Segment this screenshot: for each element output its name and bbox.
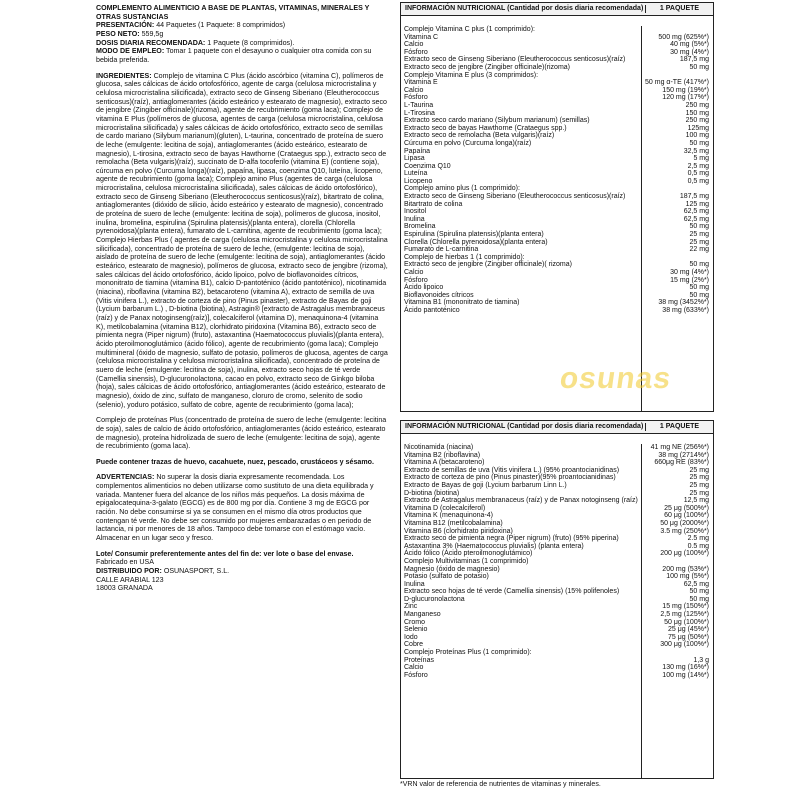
nutrient-amount: 25 mg (689, 238, 709, 246)
nutrient-row (401, 261, 713, 269)
net-weight-value: 559,5g (141, 29, 164, 38)
nutrient-row (401, 72, 713, 80)
nutrient-row (401, 87, 713, 95)
nutrient-row (401, 299, 713, 307)
nutrient-name: Proteínas (404, 656, 434, 664)
nutrient-row (401, 550, 713, 558)
nutrient-row (401, 626, 713, 634)
nutrient-amount: 5 mg (693, 155, 709, 163)
nutrient-name: Cobre (404, 641, 424, 649)
nutrient-amount (641, 72, 713, 80)
usage-value: Tomar 1 paquete con el desayuno o cualquier otra comida con su bebida preferida. (96, 47, 372, 64)
nutrient-amount: 22 mg (689, 246, 709, 254)
nutrient-row (401, 26, 713, 34)
daily-dose-value: 1 Paquete (8 comprimidos). (207, 38, 295, 47)
nutrient-amount: 1,3 g (693, 656, 709, 664)
nutrient-amount: 187,5 mg (679, 193, 709, 201)
nutrient-amount: 3.5 mg (250%*) (660, 527, 709, 535)
nutrient-row (401, 603, 713, 611)
nutrient-amount: 62,5 mg (683, 215, 709, 223)
nutrition-table-1-rows (401, 26, 713, 315)
nutrient-name: Extracto seco de jengibre (Zingiber officinale)(rizoma) (404, 63, 570, 71)
nutrient-name: D-glucuronolactona (404, 595, 465, 603)
nutrient-row (401, 277, 713, 285)
nutrient-name: Calcio (404, 269, 424, 276)
nutrient-amount (641, 185, 713, 193)
nutrient-row (401, 94, 713, 102)
nutrition-table-2 (400, 420, 714, 779)
distributor-label: DISTRIBUIDO POR: (96, 567, 162, 576)
distributor-value: OSUNASPORT, S.L. (163, 567, 230, 576)
nutrient-row (401, 512, 713, 520)
nutrient-amount: 38 mg (2714%*) (658, 451, 709, 459)
usage-label: MODO DE EMPLEO: (96, 47, 165, 56)
nutrient-amount: 200 μg (100%*) (660, 550, 709, 558)
allergen-traces: Puede contener trazas de huevo, cacahuete, nuez, pescado, crustáceos y sésamo. (96, 457, 374, 466)
nutrient-name: Fósforo (404, 671, 428, 679)
nutrient-name: Ácido fólico (Ácido pteroilmonoglutámico) (404, 550, 533, 558)
nutrient-amount: 25 mg (689, 474, 709, 482)
nutrient-name: Fósforo (404, 94, 428, 102)
nutrient-row (401, 193, 713, 201)
nutrient-row (401, 208, 713, 216)
protein-complex-paragraph: Complejo de proteínas Plus (concentrado de proteína de suero de leche (emulgente: lecitina de soja), sales de calcio de ácido ortofosfórico, antiaglomerantes (ácido esteárico, estearato de magnesio), proteína hidrolizada de suero de leche (emulgente: lecitina de soja), agente de recubrimiento (goma laca). (96, 416, 387, 451)
net-weight-line (96, 30, 388, 39)
nutrient-row (401, 41, 713, 49)
nutrient-name: Bitartrato de colina (404, 200, 463, 208)
presentation-label: PRESENTACIÓN: (96, 21, 155, 30)
nutrient-name: Extracto seco de Ginseng Siberiano (Eleutherococcus senticosus)(raíz) (404, 193, 626, 201)
nutrient-amount: 100 mg (14%*) (662, 671, 709, 679)
warnings-label: ADVERTENCIAS: (96, 473, 155, 482)
nutrient-name: Complejo amino plus (1 comprimido): (404, 185, 520, 193)
nutrient-name: Vitamina B6 (clorhidrato piridoxina) (404, 527, 513, 535)
nutrient-amount: 50 mg (689, 139, 709, 147)
nutrient-row (401, 588, 713, 596)
nutrient-name: Extracto seco de jengibre (Zingiber officinale)( rizoma) (404, 261, 572, 269)
nutrient-name: Extracto seco de bayas Hawthorne (Crataegus spp.) (404, 124, 567, 132)
nutrient-amount (641, 254, 713, 262)
nutrient-name: L-Taurina (404, 101, 434, 109)
nutrient-name: Zinc (404, 603, 418, 611)
nutrient-row (401, 216, 713, 224)
nutrient-name: Vitamina E (404, 79, 438, 87)
nutrient-amount: 125 mg (685, 200, 709, 208)
nutrient-name: Calcio (404, 664, 424, 672)
nutrient-amount: 25 mg (689, 466, 709, 474)
address-city: 18003 GRANADA (96, 584, 153, 593)
nutrient-amount: 2,5 mg (125%*) (660, 611, 709, 619)
address-street: CALLE ARABIAL 123 (96, 575, 164, 584)
nutrient-amount: 25 mg (689, 481, 709, 489)
nutrient-amount: 50 mg (689, 284, 709, 292)
nutrient-amount: 130 mg (16%*) (662, 664, 709, 672)
nutrient-row (401, 140, 713, 148)
nutrient-row (401, 125, 713, 133)
nutrition-table-1 (400, 2, 714, 412)
nutrient-row (401, 34, 713, 42)
nutrient-name: Inulina (404, 580, 425, 588)
nutrient-row (401, 269, 713, 277)
nutrient-name: Complejo de hierbas 1 (1 comprimido): (404, 253, 525, 261)
nutrient-name: Coenzima Q10 (404, 162, 451, 170)
presentation-line (96, 21, 388, 30)
nutrient-row (401, 223, 713, 231)
nutrient-row (401, 254, 713, 262)
nutrient-row (401, 155, 713, 163)
nutrient-row (401, 596, 713, 604)
nutrient-amount: 60 μg (100%*) (664, 512, 709, 520)
nutrient-name: Potasio (sulfato de potasio) (404, 573, 489, 581)
nutrient-name: Iodo (404, 633, 418, 641)
nutrient-name: Fumarato de L-carnitina (404, 246, 479, 254)
nutrient-name: Fósforo (404, 276, 428, 284)
nutrient-amount: 100 mg (5%*) (666, 573, 709, 581)
warnings-paragraph (96, 473, 388, 542)
made-in-line: Fabricado en USA (96, 558, 154, 567)
nutrient-name: Vitamina K (menaquinona-4) (404, 512, 493, 520)
nutrient-amount: 50 mg (689, 291, 709, 299)
nutrient-name: Extracto seco de pimienta negra (Piper nigrum) (fruto) (95% piperina) (404, 535, 619, 543)
nutrient-amount: 150 mg (685, 109, 709, 117)
nutrient-amount: 15 mg (150%*) (662, 603, 709, 611)
nutrient-amount (641, 649, 713, 657)
nutrient-name: D-biotina (biotina) (404, 489, 460, 497)
ingredients-paragraph (96, 72, 388, 410)
nutrient-row (401, 490, 713, 498)
nutrient-name: Extracto de semillas de uva (Vitis vinifera L.) (95% proantocianidinas) (404, 466, 620, 474)
nutrient-row (401, 64, 713, 72)
nutrient-name: Fósforo (404, 48, 428, 56)
nutrient-name: Complejo Vitamina C plus (1 comprimido): (404, 26, 535, 33)
nutrient-name: Espirulina (Spirulina platensis)(planta entera) (404, 231, 544, 239)
nutrient-name: Magnesio (óxido de magnesio) (404, 565, 500, 573)
ingredients-value: Complejo de vitamina C Plus (ácido ascórbico (vitamina C), polímeros de glucosa, sales cálcicas de ácido ortofosfórico, agente de carga (celulosa microcristalina y celulosa microcristalina silicificada), extracto seco de Ginseng Siberiano (Eleutherococcus senticosus)(raíz), antiaglomerantes (ácido esteárico y estearato de magnesio), extracto seco de jengibre (Zingiber officinale)(rizoma), agente de recubrimiento (goma laca); Complejo de vitamina E Plus (polímeros de glucosa, agentes de carga (celulosa microcristalina, celulosa microcristalina silicificada) y sales cálcicas de ácido ortofosfórico, extracto seco de semillas de cardo mariano (Silybum marianum)(gluten), L-taurina, concentrado de proteína de suero de leche (emulgente: lecitina de soja), antiaglomerantes (ácido esteárico, estearato de magnesio), L-tirosina, extracto seco de bayas Hawthorne (Crataegus spp.), extracto seco de remolacha (Beta vulgaris)(raíz), succinato de D-alfa tocoferilo (vitamina E) (contiene soja), cúrcuma en polvo (Curcuma longa)(raíz), papaína, lipasa, coenzima Q10, luteína, licopeno, agente de recubrimiento (goma laca); Complejo amino Plus (agentes de carga (celulosa microcristalina, celulosa microcristalina silicificada), sales cálcicas de ácido ortofosfórico), extracto seco de Ginseng Siberiano (Eleutherococcus senticosus)(raíz), bitartrato de colina, antiaglomerantes (dióxido de silicio, ácido esteárico y estearato de magnesio), concentrado de proteína de suero de leche (emulgente: lecitina de soja), polímeros de glucosa, inositol, inulina, bromelina, espirulina (Spirulina platensis)(planta entera), clorella (Chlorella pyrenoidosa)(planta entera), fumarato de L-carnitina, agente de recubrimiento (goma laca); Complejo Hierbas Plus ( agentes de carga (celulosa microcristalina y celulosa microcristalina silicificada), concentrado de proteína de suero de leche, (emulgente: lecitina de soja), aislado de proteína de suero de leche (emulgente: lecitina de soja), antiaglomerantes (ácido esteárico, estearato de magnesio), polímeros de glucosa, extracto seco de jengibre (rizoma), sales cálcicas del ácido ortofosfórico, ácido lipoico, polvo de bioflavonoides cítricos, mononitrato de tiamina (vitamina B1), calcio D-pantoténico (ácido pantoténico), nicotinamida (niacina), riboflavina (vitamina B2), betacaroteno (vitamina A), extracto de semilla de uva (Vitis vinifera L.), extracto de corteza de pino (Pinus pinaster), extracto de Bayas de goji (Lycium barbarum L.) , D-biotina (biotina), Astragin® [extracto de Astragalus membranaceus (raíz) y de Panax notoginseng(raíz)], colecalciferol (vitamina D), menaquinona-4 (vitamina K), metilcobalamina (vitamina B12), clorhidrato piridoxina (Vitamina B6), extracto seco de pimienta negra (Piper nigrum) (fruto), astaxantina (Haematococcus pluvialis)(planta entera), ácido pteroilmonoglutámico (ácido fólico), agente de recubrimiento (goma laca); Complejo multimineral (óxido de magnesio, sulfato de potasio, polímeros de glucosa, agentes de carga (celulosa microcristalina y celulosa microcristalina silicificada), concentrado de proteína de suero de leche (emulgente: lecitina de soja), inulina, extracto seco hojas de té verde (Camellia sinensis), D-glucuronolactona, cacao en polvo, extracto seco de Ginkgo biloba (hoja), sales cálcicas de ácido ortofosfórico, antiaglomerantes (ácido esteárico, estearato de magnesio), óxido de zinc, sulfato de manganeso, cloruro de cromo, selenito de sodio (selenio), yoduro potásico, sulfato de cobre, agente de recubrimiento (goma laca); (96, 71, 388, 409)
nutrient-amount: 50 μg (100%*) (664, 618, 709, 626)
nutrient-row (401, 657, 713, 665)
nutrient-row (401, 459, 713, 467)
nutrient-amount: 12,5 mg (683, 497, 709, 505)
nutrient-name: Vitamina D (colecalciferol) (404, 504, 486, 512)
nutrient-row (401, 474, 713, 482)
nutrient-amount: 62,5 mg (683, 580, 709, 588)
vrn-footnote: *VRN valor de referencia de nutrientes de vitaminas y minerales. (400, 781, 601, 788)
daily-dose-label: DOSIS DIARIA RECOMENDADA: (96, 38, 206, 47)
nutrient-amount: 38 mg (633%*) (662, 306, 709, 314)
nutrient-row (401, 49, 713, 57)
nutrient-amount: 30 mg (4%*) (670, 48, 709, 56)
nutrition-table-2-rows (401, 444, 713, 679)
nutrient-row (401, 148, 713, 156)
nutrient-name: Complejo Multivitaminas (1 comprimido) (404, 557, 529, 565)
distributor-line (96, 567, 388, 576)
nutrient-row (401, 307, 713, 315)
nutrient-amount: 0,5 mg (687, 170, 709, 178)
nutrient-amount: 150 mg (19%*) (662, 86, 709, 94)
nutrition-table-2-header-value: 1 PAQUETE (659, 423, 700, 430)
batch-line: Lote/ Consumir preferentemente antes del fin de: ver lote o base del envase. (96, 549, 354, 558)
nutrient-name: Vitamina B12 (metilcobalamina) (404, 519, 503, 527)
presentation-value: 44 Paquetes (1 Paquete: 8 comprimidos) (156, 21, 286, 30)
nutrient-name: Extracto de Astragalus membranaceus (raíz) y de Panax notoginseng (raíz) (404, 497, 638, 505)
nutrient-row (401, 505, 713, 513)
nutrient-amount: 25 mg (689, 231, 709, 239)
product-heading: COMPLEMENTO ALIMENTICIO A BASE DE PLANTAS, VITAMINAS, MINERALES Y OTRAS SUSTANCIAS (96, 4, 370, 21)
nutrient-amount: 2,5 mg (687, 162, 709, 170)
nutrient-row (401, 110, 713, 118)
nutrient-row (401, 566, 713, 574)
nutrient-row (401, 619, 713, 627)
nutrient-name: Clorella (Chlorella pyrenoidosa)(planta entera) (404, 238, 548, 246)
nutrition-table-1-header-name: INFORMACIÓN NUTRICIONAL (Cantidad por dosis diaria recomendada) (401, 5, 646, 13)
nutrient-name: Calcio (404, 86, 424, 94)
nutrient-row (401, 535, 713, 543)
nutrient-row (401, 558, 713, 566)
nutrient-name: Astaxantina 3% (Haematococcus pluvialis) (planta entera) (404, 542, 584, 550)
nutrient-amount: 50 mg (689, 261, 709, 269)
nutrient-name: Ácido lipoico (404, 284, 444, 292)
nutrient-amount: 50 mg (689, 223, 709, 231)
nutrient-row (401, 163, 713, 171)
nutrient-name: Extracto seco hojas de té verde (Camellia sinensis) (15% polifenoles) (404, 588, 620, 596)
nutrient-amount: 0,5 mg (687, 177, 709, 185)
nutrient-amount: 30 mg (4%*) (670, 269, 709, 276)
nutrient-name: Vitamina B2 (riboflavina) (404, 451, 481, 459)
nutrient-name: Bioflavonoides cítricos (404, 291, 474, 299)
nutrient-row (401, 664, 713, 672)
nutrient-amount: 660μg RE (83%*) (654, 459, 709, 467)
nutrient-name: Bromelina (404, 223, 436, 231)
nutrient-row (401, 178, 713, 186)
nutrient-amount: 32,5 mg (683, 147, 709, 155)
nutrient-row (401, 246, 713, 254)
nutrition-table-1-header-value: 1 PAQUETE (659, 5, 700, 12)
nutrient-name: Selenio (404, 626, 428, 634)
nutrient-row (401, 611, 713, 619)
nutrient-row (401, 452, 713, 460)
nutrient-amount: 50 mg (689, 63, 709, 71)
nutrient-row (401, 201, 713, 209)
nutrient-name: Licopeno (404, 177, 433, 185)
nutrient-amount: 40 mg (5%*) (670, 41, 709, 49)
nutrient-amount: 50 mg α-TE (417%*) (645, 79, 709, 87)
nutrient-name: Cúrcuma en polvo (Curcuma longa)(raíz) (404, 139, 532, 147)
nutrient-row (401, 573, 713, 581)
nutrient-amount: 25 mg (689, 489, 709, 497)
nutrient-row (401, 284, 713, 292)
nutrient-name: Manganeso (404, 611, 441, 619)
nutrient-amount: 75 μg (50%*) (668, 633, 709, 641)
nutrient-amount (641, 26, 713, 34)
nutrient-name: Extracto de Bayas de goji (Lycium barbarum Linn L.) (404, 481, 567, 489)
nutrient-row (401, 672, 713, 680)
nutrient-name: Nicotinamida (niacina) (404, 444, 474, 451)
nutrition-table-2-header-name: INFORMACIÓN NUTRICIONAL (Cantidad por dosis diaria recomendada) (401, 423, 646, 431)
nutrient-row (401, 239, 713, 247)
nutrient-amount: 100 mg (685, 132, 709, 140)
nutrient-amount: 300 μg (100%*) (660, 641, 709, 649)
nutrient-row (401, 634, 713, 642)
nutrient-name: Calcio (404, 41, 424, 49)
nutrient-row (401, 649, 713, 657)
nutrient-row (401, 102, 713, 110)
nutrient-row (401, 482, 713, 490)
nutrient-amount: 50 μg (2000%*) (660, 519, 709, 527)
nutrient-name: Ácido pantoténico (404, 306, 460, 314)
nutrient-name: Extracto seco de Ginseng Siberiano (Eleutherococcus senticosus)(raíz) (404, 56, 626, 64)
nutrient-row (401, 581, 713, 589)
nutrient-name: Extracto de corteza de pino (Pinus pinaster)(95% proantocianidinas) (404, 474, 616, 482)
nutrient-name: Complejo Proteínas Plus (1 comprimido): (404, 649, 532, 657)
nutrient-name: Cromo (404, 618, 426, 626)
nutrient-row (401, 117, 713, 125)
nutrient-amount: 15 mg (2%*) (670, 276, 709, 284)
daily-dose-line (96, 39, 388, 48)
nutrient-name: Vitamina B1 (mononitrato de tiamina) (404, 299, 520, 307)
nutrient-amount: 41 mg NE (256%*) (650, 444, 709, 451)
nutrient-name: Vitamina C (404, 33, 439, 41)
nutrient-amount (641, 558, 713, 566)
nutrient-amount: 125mg (687, 124, 709, 132)
nutrient-row (401, 170, 713, 178)
nutrient-amount: 200 mg (53%*) (662, 565, 709, 573)
product-label-text (96, 4, 388, 593)
nutrient-row (401, 132, 713, 140)
nutrient-row (401, 185, 713, 193)
nutrient-row (401, 56, 713, 64)
nutrient-row (401, 520, 713, 528)
nutrient-amount: 50 mg (689, 595, 709, 603)
nutrition-table-1-header (401, 3, 713, 16)
nutrient-name: Extracto seco de remolacha (Beta vulgaris)(raíz) (404, 132, 555, 140)
warnings-value: No superar la dosis diaria expresamente recomendada. Los complementos alimenticios no deben utilizarse como sustituto de una dieta equilibrada y variada. Mantener fuera del alcance de los niños más pequeños. La dosis máxima de epigalocatequina-3-galato (EGCG) es de 800 mg por día. Contiene 3 mg de EGCG por ración. No debe consumirse si ya se consumen en el mismo día otros productos que contengan té verde. No debe ser consumido por mujeres embarazadas o en periodo de lactancia, ni por menores de 18 años. Tampoco debe tomarse con el estómago vacío. Almacenar en un lugar seco y fresco. (96, 473, 374, 543)
nutrient-row (401, 292, 713, 300)
nutrient-row (401, 641, 713, 649)
usage-line (96, 47, 388, 64)
nutrient-name: Lipasa (404, 155, 425, 163)
nutrient-amount: 50 mg (689, 588, 709, 596)
nutrient-name: Extracto seco cardo mariano (Silybum marianum) (semillas) (404, 117, 590, 125)
nutrient-name: Vitamina A (betacaroteno) (404, 459, 485, 467)
nutrient-amount: 0.5 mg (687, 542, 709, 550)
nutrient-amount: 250 mg (685, 101, 709, 109)
nutrition-table-2-header (401, 421, 713, 434)
nutrient-amount: 62,5 mg (683, 208, 709, 216)
brand-watermark: osunas (557, 362, 674, 395)
nutrient-amount: 25 μg (500%*) (664, 504, 709, 512)
nutrient-name: Luteína (404, 170, 428, 178)
nutrient-amount: 250 mg (685, 117, 709, 125)
nutrient-row (401, 467, 713, 475)
nutrient-row (401, 79, 713, 87)
nutrient-amount: 2.5 mg (687, 535, 709, 543)
nutrient-row (401, 528, 713, 536)
nutrient-name: Complejo Vitamina E plus (3 comprimidos): (404, 71, 539, 79)
nutrient-name: Inositol (404, 208, 427, 216)
nutrient-row (401, 497, 713, 505)
nutrient-amount: 120 mg (17%*) (662, 94, 709, 102)
nutrient-amount: 187,5 mg (679, 56, 709, 64)
ingredients-label: INGREDIENTES: (96, 71, 152, 80)
nutrient-name: L-Tirosina (404, 109, 435, 117)
nutrient-row (401, 444, 713, 452)
nutrient-amount: 500 mg (625%*) (658, 33, 709, 41)
nutrient-name: Inulina (404, 215, 425, 223)
net-weight-label: PESO NETO: (96, 29, 140, 38)
nutrient-amount: 25 μg (45%*) (668, 626, 709, 634)
nutrient-row (401, 231, 713, 239)
nutrient-amount: 38 mg (3452%*) (658, 299, 709, 307)
nutrient-name: Papaína (404, 147, 431, 155)
